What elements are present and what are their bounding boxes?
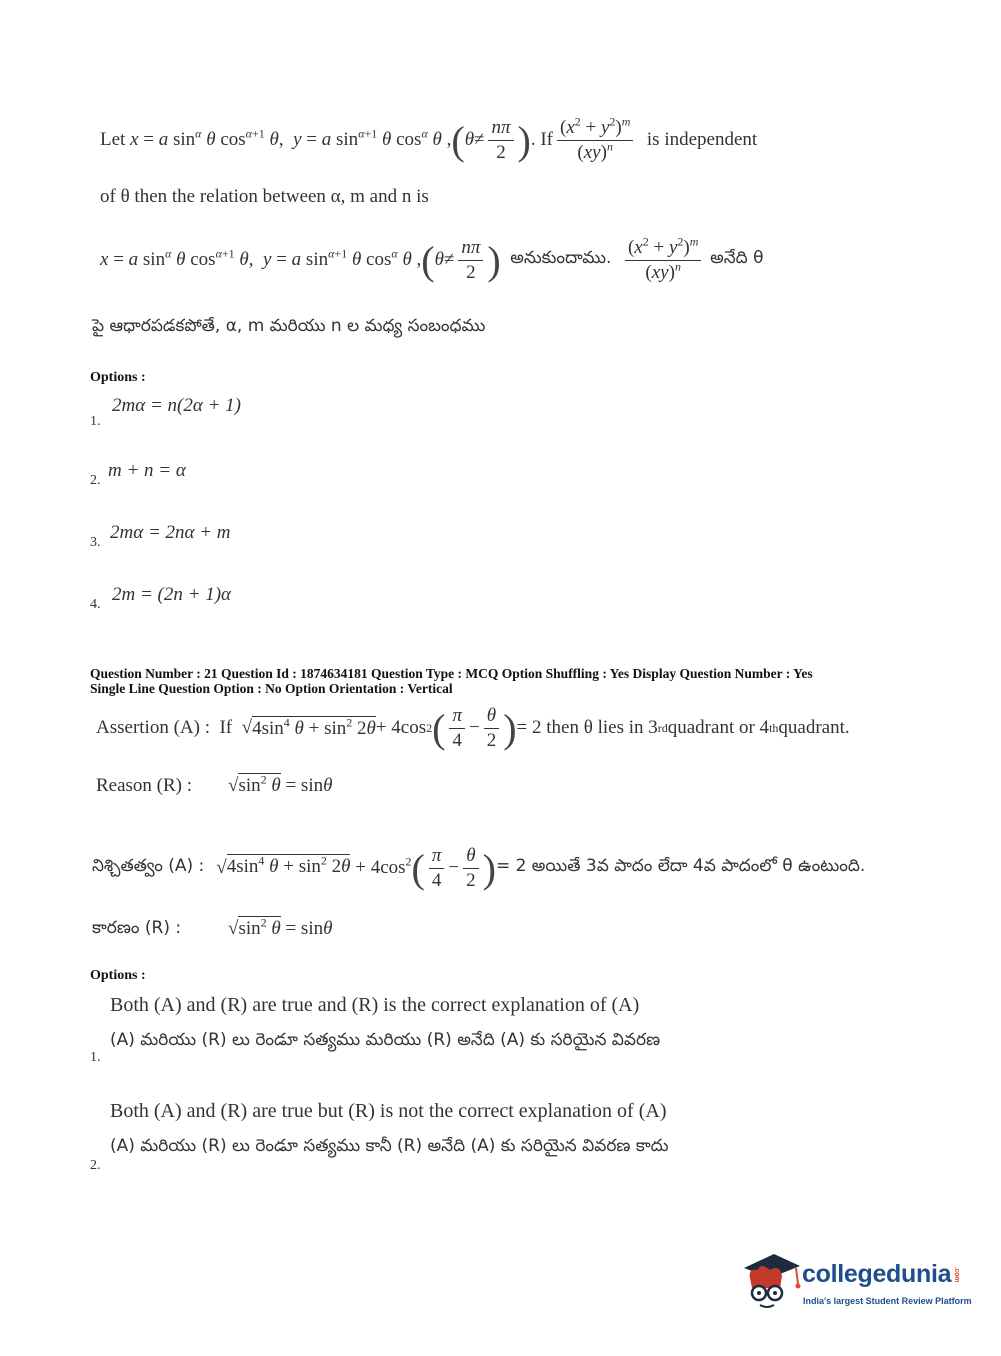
q20-option-3-number: 3.: [90, 535, 101, 550]
q21-reason-te-label: కారణం (R) :: [92, 918, 182, 938]
q21-option-2-number: 2.: [90, 1158, 101, 1173]
q21-option-1-telugu: (A) మరియు (R) లు రెండూ సత్యము మరియు (R) అనేది (A) కు సరియైన వివరణ: [110, 1030, 661, 1050]
q20-stem-english: Let x = a $\sin^\alpha \theta$ $\cos^{\alpha+1} \theta$, y = a $\sin^{\alpha+1} \theta$ $\cos^\alpha \theta$ , ( θ ≠ $\frac{n\pi}{2}$ ) . If $\frac{(x^2 + y^2)^m}{(xy)^n}$ is independent: [100, 114, 758, 163]
q20-let-word: Let: [100, 129, 126, 150]
assertion-tail-b: quadrant or 4: [667, 717, 770, 738]
q20-stem-telugu-line2: పై ఆధారపడకపోతే, α, m మరియు n ల మధ్య సంబంధము: [92, 316, 486, 336]
q20-independent-text: is independent: [646, 129, 758, 150]
q20-equation-xy: x = a $\sin^\alpha \theta$ $\cos^{\alpha+1} \theta$, y = a $\sin^{\alpha+1} \theta$ $\cos^\alpha \theta$ ,: [130, 126, 452, 150]
q20-option-2-number: 2.: [90, 473, 101, 488]
q20-options-label: Options :: [90, 370, 146, 385]
q21-option-1-english: Both (A) and (R) are true and (R) is the correct explanation of (A): [110, 994, 640, 1016]
brand-com: .com: [953, 1266, 961, 1282]
q20-option-1-number: 1.: [90, 414, 101, 429]
q21-option-2-telugu: (A) మరియు (R) లు రెండూ సత్యము కానీ (R) అనేది (A) కు సరియైన వివరణ కాదు: [110, 1136, 669, 1156]
q20-option-1-text: 2mα = n(2α + 1): [112, 395, 241, 416]
q20-equation-xy-te: x = a $\sin^\alpha \theta$ $\cos^{\alpha+1} \theta$, y = a $\sin^{\alpha+1} \theta$ $\cos^\alpha \theta$ ,: [100, 246, 422, 270]
collegedunia-logo: [740, 1248, 970, 1318]
mascot-icon: [740, 1248, 802, 1312]
brand-word: collegedunia: [802, 1260, 952, 1288]
q20-te-after: అనేది θ: [710, 248, 764, 268]
q21-reason-equation: $√\sin^2$ θ = sinθ: [228, 772, 333, 796]
q21-option-2-english: Both (A) and (R) are true but (R) is not the correct explanation of (A): [110, 1100, 667, 1122]
assertion-tail-c: quadrant.: [778, 717, 850, 738]
assertion-if: If: [219, 717, 233, 738]
assertion-tail-a: = 2 then θ lies in 3: [516, 717, 658, 738]
q20-stem-telugu: x = a $\sin^\alpha \theta$ $\cos^{\alpha+1} \theta$, y = a $\sin^{\alpha+1} \theta$ $\cos^\alpha \theta$ , ( θ ≠ $\frac{n\pi}{2}$ ) అనుకుందాము. $\frac{(x^2 + y^2)^m}{(xy)^n}$ అనేది θ: [100, 234, 764, 283]
q20-stem-english-line2: of θ then the relation between α, m and n is: [100, 186, 429, 207]
q21-assertion-telugu: నిశ్చితత్వం (A) : $√4\sin^4$ $\theta + \sin^2 2\theta + 4\cos^2$( $\frac{\pi}{4}$ − $\frac{\theta}{2}$ ) = 2 అయితే 3వ పాదం లేదా 4వ పాదంలో θ ఉంటుంది.: [92, 844, 866, 891]
q20-te-mid: అనుకుందాము.: [510, 248, 612, 268]
brand-tagline: India's largest Student Review Platform: [803, 1296, 972, 1306]
q21-assertion-english: Assertion (A) : If √ $4\sin^4$ $\theta + \sin^2 2\theta$ + 4cos 2 ( $\frac{\pi}{4}$ − $\frac{\theta}{2}$ ) = 2 then θ lies in 3 rd quadrant or 4 th quadrant.: [96, 704, 850, 751]
assertion-label: Assertion (A) :: [96, 717, 210, 738]
q21-meta-line-1: Question Number : 21 Question Id : 1874634181 Question Type : MCQ Option Shuffling : Yes Display Question Number : Yes: [90, 666, 813, 681]
assertion-te-label: నిశ్చితత్వం (A) :: [92, 856, 205, 876]
q21-option-1-number: 1.: [90, 1050, 101, 1065]
q20-option-3-text: 2mα = 2nα + m: [110, 522, 231, 543]
brand-name: [802, 1260, 960, 1289]
q21-reason-te-equation: $√\sin^2$ θ = sinθ: [228, 915, 333, 939]
assertion-te-tail: = 2 అయితే 3వ పాదం లేదా 4వ పాదంలో θ ఉంటుంది.: [495, 856, 866, 876]
q20-option-4-text: 2m = (2n + 1)α: [112, 584, 231, 605]
q20-option-2-text: m + n = α: [108, 460, 186, 481]
q20-option-4-number: 4.: [90, 597, 101, 612]
q21-meta-line-2: Single Line Question Option : No Option Orientation : Vertical: [90, 681, 453, 696]
q21-reason-label: Reason (R) :: [96, 775, 193, 796]
q21-options-label: Options :: [90, 968, 146, 983]
